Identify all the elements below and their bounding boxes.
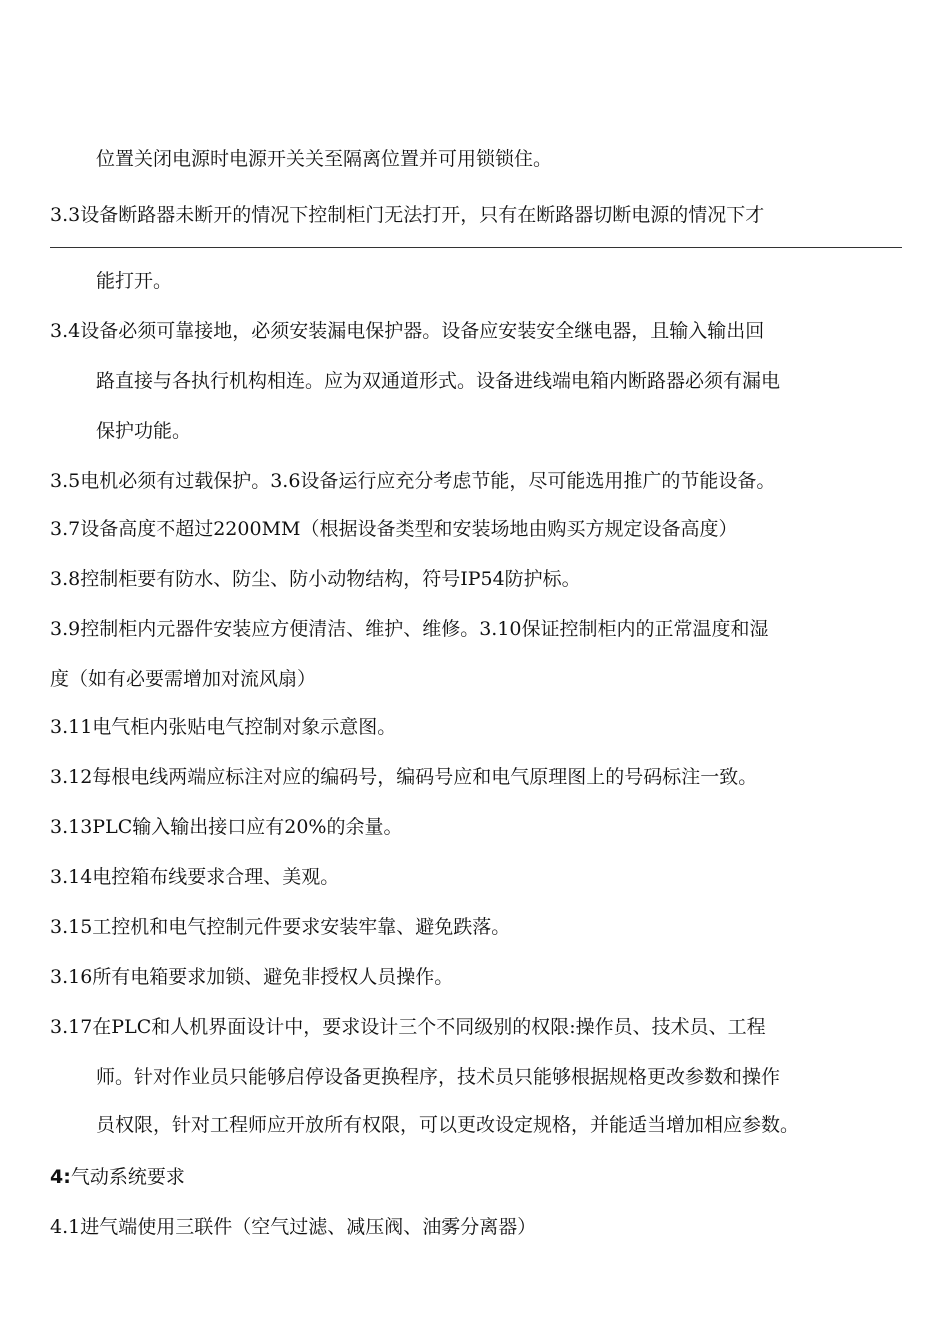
text-line: 位置关闭电源时电源开关关至隔离位置并可用锁锁住。 — [96, 148, 553, 170]
section-number: 4: — [50, 1166, 71, 1188]
text-line: 3.3设备断路器未断开的情况下控制柜门无法打开，只有在断路器切断电源的情况下才 — [50, 204, 765, 226]
section-heading — [50, 1163, 185, 1191]
text-line: 3.14电控箱布线要求合理、美观。 — [50, 866, 340, 888]
text-line: 师。针对作业员只能够启停设备更换程序，技术员只能够根据规格更改参数和操作 — [96, 1066, 781, 1088]
text-line: 3.4设备必须可靠接地，必须安装漏电保护器。设备应安装安全继电器，且输入输出回 — [50, 320, 765, 342]
text-line: 3.13PLC输入输出接口应有20%的余量。 — [50, 816, 403, 838]
text-line: 3.7设备高度不超过2200MM（根据设备类型和安装场地由购买方规定设备高度） — [50, 518, 738, 540]
text-line: 员权限，针对工程师应开放所有权限，可以更改设定规格，并能适当增加相应参数。 — [96, 1114, 800, 1136]
text-line: 3.12每根电线两端应标注对应的编码号，编码号应和电气原理图上的号码标注一致。 — [50, 766, 758, 788]
text-line: 保护功能。 — [96, 420, 192, 442]
text-line: 度（如有必要需增加对流风扇） — [50, 668, 317, 690]
section-title: 气动系统要求 — [70, 1166, 185, 1188]
text-line: 3.8控制柜要有防水、防尘、防小动物结构，符号IP54防护标。 — [50, 568, 581, 590]
text-line: 3.11电气柜内张贴电气控制对象示意图。 — [50, 716, 397, 738]
horizontal-rule — [50, 247, 902, 248]
text-line: 路直接与各执行机构相连。应为双通道形式。设备进线端电箱内断路器必须有漏电 — [96, 370, 781, 392]
text-line: 3.15工控机和电气控制元件要求安装牢靠、避免跌落。 — [50, 916, 511, 938]
text-line: 4.1进气端使用三联件（空气过滤、减压阀、油雾分离器） — [50, 1216, 537, 1238]
text-line: 3.17在PLC和人机界面设计中，要求设计三个不同级别的权限:操作员、技术员、工程 — [50, 1016, 766, 1038]
text-line: 3.9控制柜内元器件安装应方便清洁、维护、维修。3.10保证控制柜内的正常温度和湿 — [50, 618, 769, 640]
text-line: 3.5电机必须有过载保护。3.6设备运行应充分考虑节能，尽可能选用推广的节能设备。 — [50, 470, 776, 492]
text-line: 能打开。 — [96, 270, 173, 292]
text-line: 3.16所有电箱要求加锁、避免非授权人员操作。 — [50, 966, 454, 988]
